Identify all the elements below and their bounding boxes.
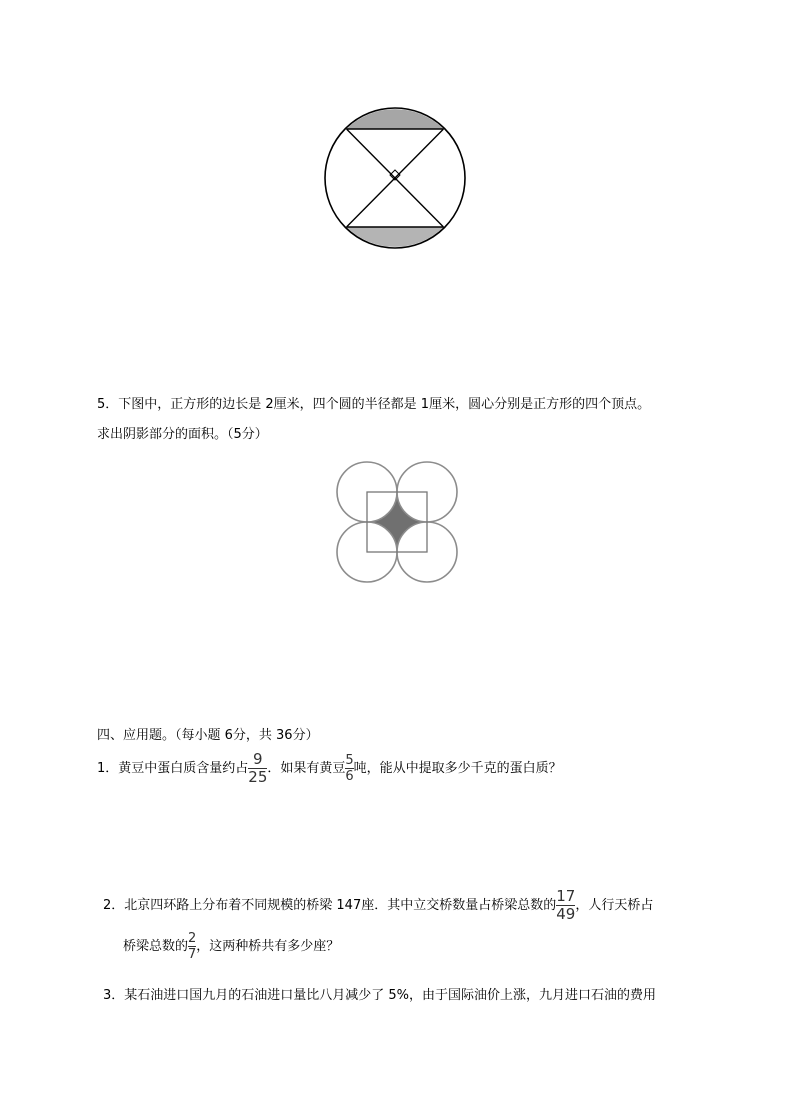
four-circles-figure — [332, 460, 462, 585]
p2-fraction-1: $\frac{17}{49}$ — [556, 887, 576, 923]
p1-fraction-2: $\frac{5}{6}$ — [345, 753, 354, 784]
bottom-shaded-segment — [347, 227, 444, 247]
q5-line1: 5．下图中，正方形的边长是 2厘米，四个圆的半径都是 1厘米，圆心分别是正方形的四个顶点。 — [97, 397, 651, 412]
p2-line2-prefix: 桥梁总数的 — [123, 939, 189, 954]
p1-prefix: 1．黄豆中蛋白质含量约占 — [97, 761, 249, 776]
top-shaded-segment — [347, 109, 444, 129]
p1-suffix: 吨，能从中提取多少千克的蛋白质？ — [353, 761, 562, 776]
p2-line2-suffix: ，这两种桥共有多少座？ — [196, 939, 340, 954]
q5-line2: 求出阴影部分的面积。（5分） — [97, 427, 268, 442]
problem-3: 3．某石油进口国九月的石油进口量比八月减少了 5%，由于国际油价上涨，九月进口石油的费用 — [103, 988, 657, 1003]
p2-suffix1: ，人行天桥占 — [575, 898, 654, 913]
circle-cross-figure — [320, 105, 470, 255]
problem-2-line2 — [123, 930, 339, 964]
p2-fraction-2: $\frac{2}{7}$ — [188, 931, 197, 962]
problem-2-line1 — [103, 888, 653, 924]
section4-title: 四、应用题。（每小题 6分，共 36分） — [97, 728, 319, 743]
p1-middle: ．如果有黄豆 — [267, 761, 346, 776]
shaded-star-region — [367, 492, 427, 552]
p1-fraction-1: $\frac{9}{25}$ — [248, 750, 268, 786]
problem-1 — [97, 752, 562, 786]
p2-prefix: 2．北京四环路上分布着不同规模的桥梁 147座．其中立交桥数量占桥梁总数的 — [103, 898, 557, 913]
